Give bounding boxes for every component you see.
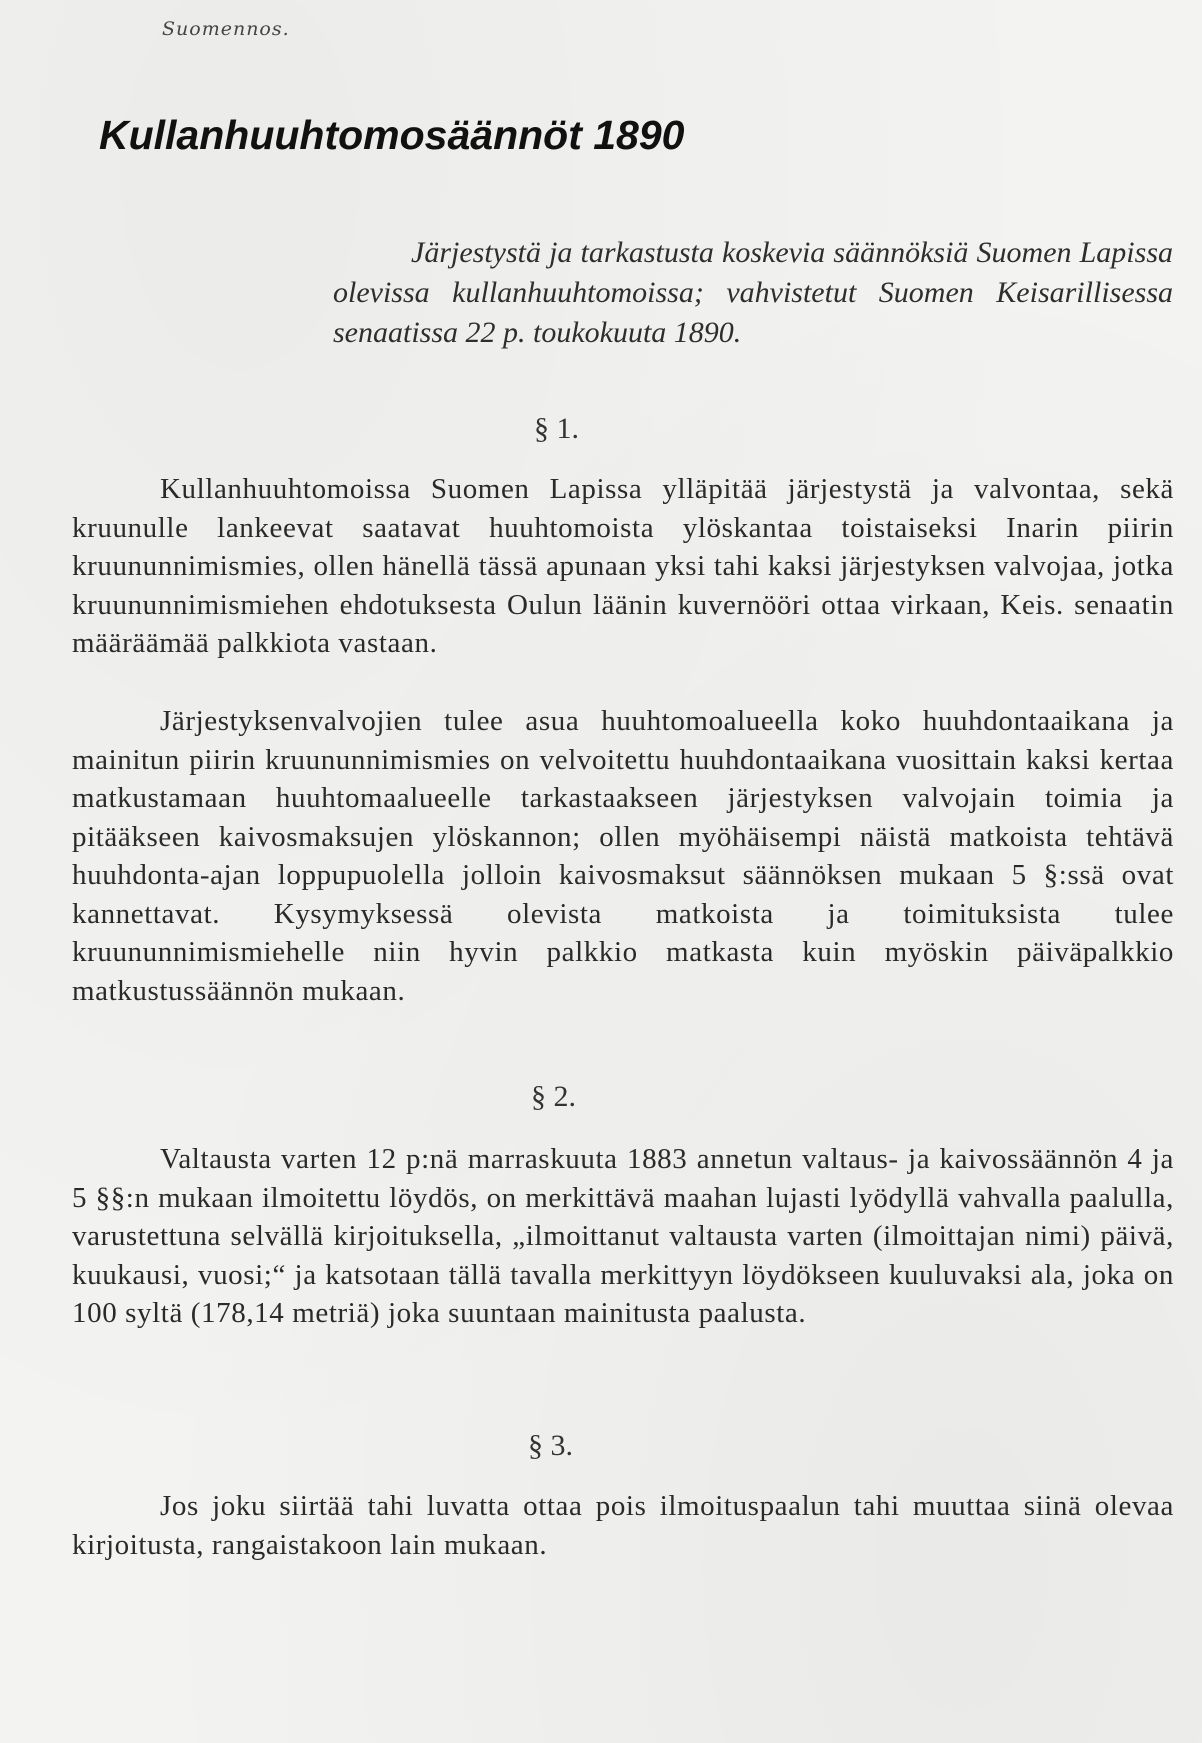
page-title: Kullanhuuhtomosäännöt 1890: [99, 112, 685, 158]
section-1-paragraph-2: Järjestyksenvalvojien tulee asua huuhtomoalueella koko huuhdontaaikana ja mainitun piirin kruununnimismies on velvoitettu huuhdontaaikana vuosittain kaksi kertaa matkustamaan huuhtomaalueelle tarkastaakseen järjestyksen valvojain toimia ja pitääkseen kaivosmaksujen ylöskannon; ollen myöhäisempi näistä matkoista tehtävä huuhdonta-ajan loppupuolella jolloin kaivosmaksut säännöksen mukaan 5 §:ssä ovat kannettavat. Kysymyksessä olevista matkoista ja toimituksista tulee kruununnimismiehelle niin hyvin palkkio matkasta kuin myöskin päiväpalkkio matkustussäännön mukaan.: [72, 705, 1174, 1007]
section-1-paragraph-1: Kullanhuuhtomoissa Suomen Lapissa ylläpitää järjestystä ja valvontaa, sekä kruunulle lankeevat saatavat huuhtomoista ylöskantaa toistaiseksi Inarin piirin kruununnimismies, ollen hänellä tässä apunaan yksi tahi kaksi järjestyksen valvojaa, jotka kruununnimismiehen ehdotuksesta Oulun läänin kuvernööri ottaa virkaan, Keis. senaatin määräämää palkkiota vastaan.: [72, 473, 1174, 659]
section-2-mark: § 2.: [531, 1080, 576, 1113]
header-label: Suomennos.: [162, 18, 290, 40]
section-2-paragraph-1: Valtausta varten 12 p:nä marraskuuta 1883 annetun valtaus- ja kaivossäännön 4 ja 5 §§:n mukaan ilmoitettu löydös, on merkittävä maahan lujasti lyödyllä vahvalla paalulla, varustettuna selvällä kirjoituksella, „ilmoittanut valtausta varten (ilmoittajan nimi) päivä, kuukausi, vuosi;“ ja katsotaan tällä tavalla merkittyyn löydökseen kuuluvaksi ala, joka on 100 syltä (178,14 metriä) joka suuntaan mainitusta paalusta.: [72, 1143, 1174, 1329]
section-3-mark: § 3.: [528, 1429, 573, 1462]
section-1-mark: § 1.: [534, 412, 579, 445]
document-subtitle: Järjestystä ja tarkastusta koskevia säännöksiä Suomen Lapissa olevissa kullanhuuhtomoissa; vahvistetut Suomen Keisarillisessa senaatissa 22 p. toukokuuta 1890.: [333, 236, 1173, 349]
section-3-paragraph-1: Jos joku siirtää tahi luvatta ottaa pois ilmoituspaalun tahi muuttaa siinä olevaa kirjoitusta, rangaistakoon lain mukaan.: [72, 1490, 1174, 1561]
